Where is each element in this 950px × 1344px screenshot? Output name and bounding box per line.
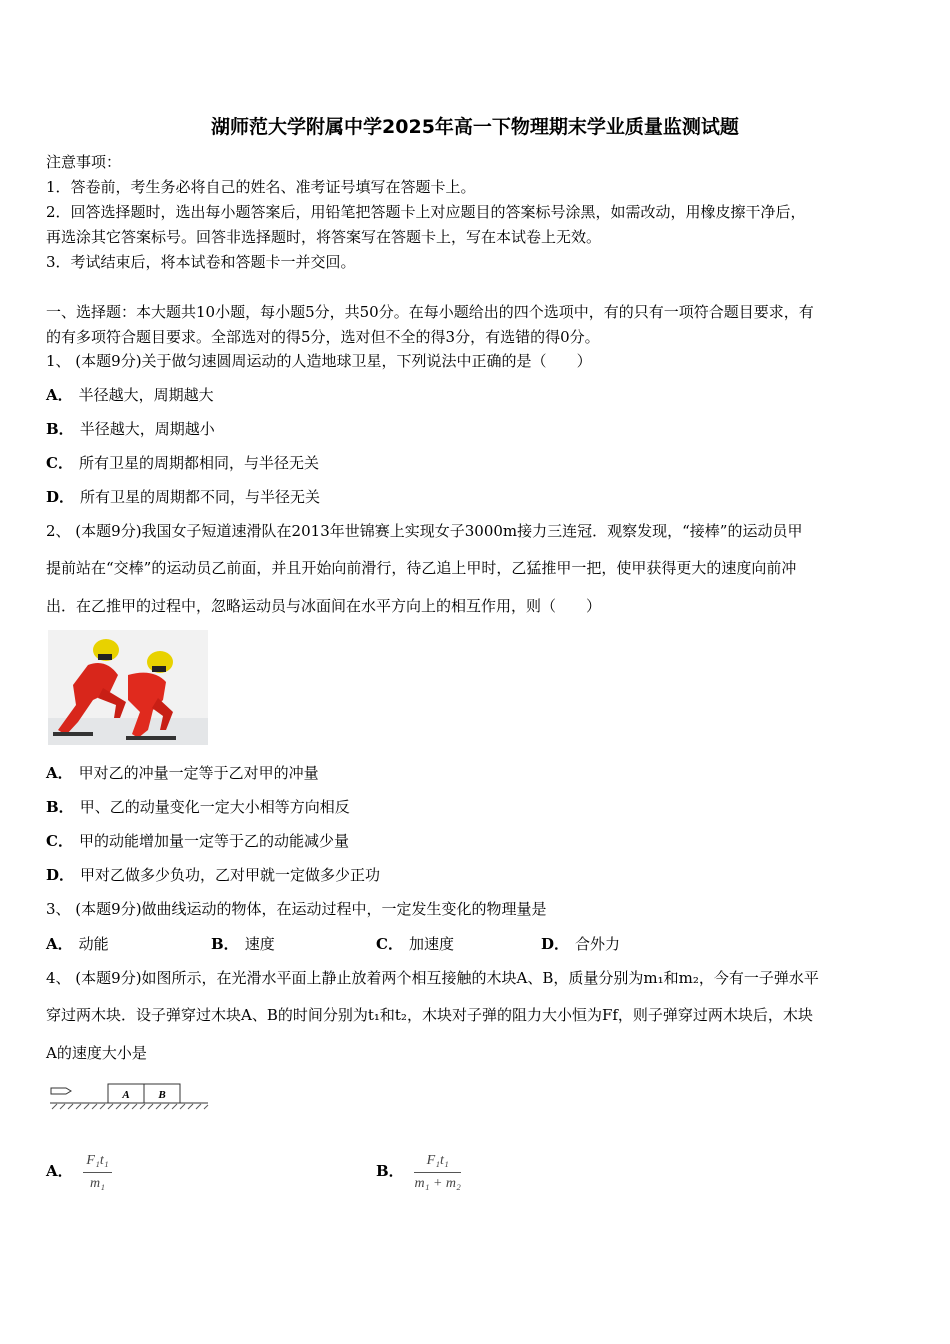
notice-item-1: 1．答卷前，考生务必将自己的姓名、准考证号填写在答题卡上。 — [46, 178, 476, 196]
option-label: A． — [46, 1162, 73, 1180]
page-title: 湖师范大学附属中学2025年高一下物理期末学业质量监测试题 — [211, 116, 739, 138]
block-b-label: B — [158, 1089, 166, 1101]
q1-option-c — [46, 453, 319, 473]
fraction-denominator: m₁ + m₂ — [414, 1175, 461, 1191]
q1-option-d — [46, 487, 320, 507]
fraction-numerator: F₁t₁ — [83, 1152, 111, 1173]
option-label: B． — [46, 420, 74, 438]
option-label: B． — [46, 798, 74, 816]
q1-stem: 1、 (本题9分)关于做匀速圆周运动的人造地球卫星，下列说法中正确的是（ ） — [46, 352, 592, 370]
q2-stem-line1: 2、 (本题9分)我国女子短道速滑队在2013年世锦赛上实现女子3000m接力三连冠．观察发现，“接棒”的运动员甲 — [46, 522, 803, 540]
option-text: 所有卫星的周期都不同，与半径无关 — [80, 488, 321, 506]
section-intro-line1: 一、选择题：本大题共10小题，每小题5分，共50分。在每小题给出的四个选项中，有的只有一项符合题目要求，有 — [46, 303, 814, 321]
option-label: B． — [376, 1162, 404, 1180]
option-label: C． — [46, 454, 73, 472]
option-label: D． — [46, 488, 75, 506]
q4-stem-line2: 穿过两木块．设子弹穿过木块A、B的时间分别为t₁和t₂，木块对子弹的阻力大小恒为Ff，则子弹穿过两木块后，木块 — [46, 1006, 813, 1024]
option-text: 甲对乙的冲量一定等于乙对甲的冲量 — [78, 764, 319, 782]
q2-option-d — [46, 865, 380, 885]
bullet-icon — [51, 1088, 71, 1094]
option-text: 甲对乙做多少负功，乙对甲就一定做多少正功 — [80, 866, 381, 884]
notice-item-2: 2．回答选择题时，选出每小题答案后，用铅笔把答题卡上对应题目的答案标号涂黑，如需改动，用橡皮擦干净后， — [46, 203, 806, 221]
q2-stem-line2: 提前站在“交棒”的运动员乙前面，并且开始向前滑行，待乙追上甲时，乙猛推甲一把，使甲获得更大的速度向前冲 — [46, 559, 797, 577]
q2-option-b — [46, 797, 350, 817]
option-label: A． — [46, 386, 73, 404]
option-label: C． — [46, 832, 73, 850]
option-text: 甲、乙的动量变化一定大小相等方向相反 — [79, 798, 350, 816]
notice-item-3: 3．考试结束后，将本试卷和答题卡一并交回。 — [46, 253, 356, 271]
option-text: 所有卫星的周期都相同，与半径无关 — [78, 454, 319, 472]
q2-option-c — [46, 831, 349, 851]
fraction-denominator: m₁ — [90, 1175, 105, 1191]
q3-option-b: B． 速度 — [211, 935, 275, 953]
q3-options — [46, 933, 706, 954]
q4-option-b — [376, 1148, 461, 1194]
q3-option-a: A． 动能 — [46, 935, 109, 953]
option-text: 半径越大，周期越小 — [79, 420, 215, 438]
q2-option-a — [46, 763, 319, 783]
q3-stem: 3、 (本题9分)做曲线运动的物体，在运动过程中，一定发生变化的物理量是 — [46, 900, 547, 918]
section-intro-line2: 的有多项符合题目要求。全部选对的得5分，选对但不全的得3分，有选错的得0分。 — [46, 328, 600, 346]
q2-stem-line3: 出．在乙推甲的过程中，忽略运动员与冰面间在水平方向上的相互作用，则（ ） — [46, 597, 602, 615]
speed-skaters-image — [48, 630, 208, 745]
option-text: 甲的动能增加量一定等于乙的动能减少量 — [78, 832, 349, 850]
q4-option-a-fraction — [83, 1152, 111, 1193]
option-label: D． — [46, 866, 75, 884]
q4-option-a — [46, 1148, 112, 1194]
q1-option-a — [46, 385, 214, 405]
block-a-label: A — [122, 1089, 130, 1101]
notice-item-2-cont: 再选涂其它答案标号。回答非选择题时，将答案写在答题卡上，写在本试卷上无效。 — [46, 228, 602, 246]
bullet-blocks-diagram — [48, 1082, 210, 1114]
q4-stem-line1: 4、 (本题9分)如图所示，在光滑水平面上静止放着两个相互接触的木块A、B，质量分别为m₁和m₂，今有一子弹水平 — [46, 969, 819, 987]
fraction-numerator: F₁t₁ — [414, 1152, 460, 1173]
option-label: A． — [46, 764, 73, 782]
notice-heading: 注意事项： — [46, 153, 122, 171]
q1-option-b — [46, 419, 215, 439]
q3-option-d: D． 合外力 — [541, 935, 621, 953]
option-text: 半径越大，周期越大 — [78, 386, 214, 404]
q3-option-c: C． 加速度 — [376, 935, 454, 953]
q4-option-b-fraction — [414, 1152, 460, 1193]
q4-stem-line3: A的速度大小是 — [46, 1044, 147, 1062]
